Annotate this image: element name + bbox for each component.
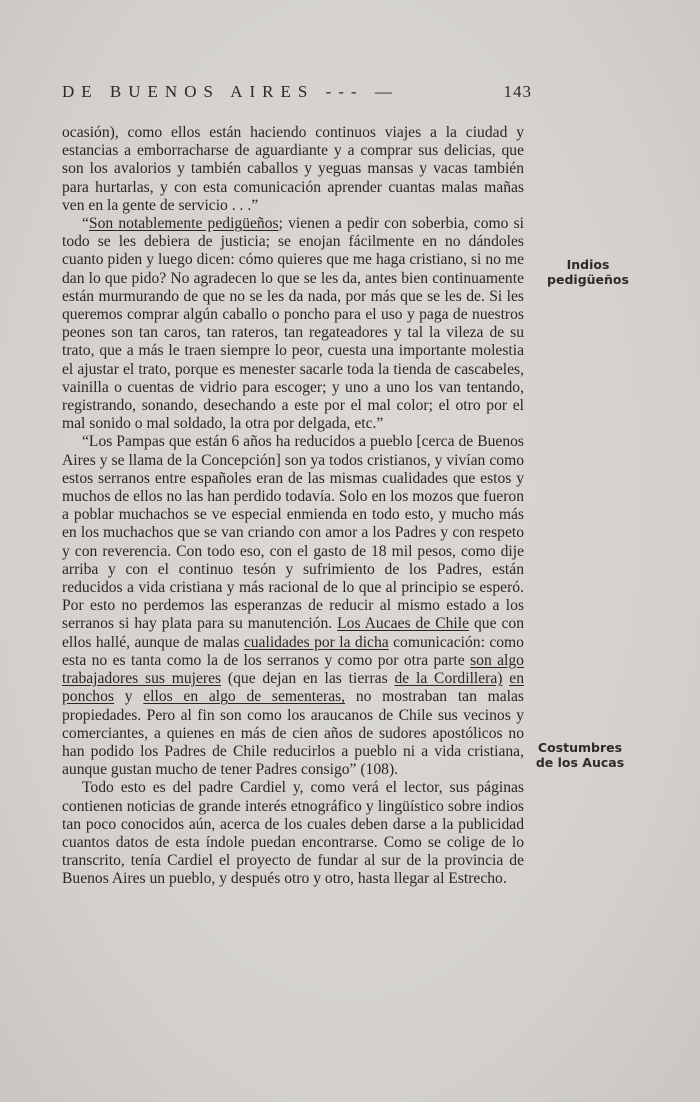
p3-g: no mostraban tan malas propiedades. Pero al fin son como los araucanos de Chile sus vecinos y comerciantes, a quienes en más de cien años de sudores apostólicos no han podido los Padres de Chile reducirlos a pueblo ni a vida cristiana, aunque gustan mucho de tener Padres consigo” (108). <box>62 688 524 779</box>
margin-note-line: Costumbres <box>537 740 623 755</box>
p3-d: (que dejan en las tierras <box>221 670 395 688</box>
underlined-phrase: ellos en algo de sementeras, <box>143 688 346 706</box>
underlined-phrase: de la Cordillera) <box>394 670 503 688</box>
underlined-phrase: son algo trabajadores sus mujeres <box>62 651 524 688</box>
paragraph-2 <box>62 215 524 433</box>
p3-c: comunicación: como esta no es tanta como la de los serranos y como por otra parte <box>62 633 524 669</box>
underlined-phrase: Los Aucaes de Chile <box>337 615 470 633</box>
underlined-phrase: cualidades por la dicha <box>243 633 389 651</box>
paragraph-3 <box>62 433 524 779</box>
paragraph-4: Todo esto es del padre Cardiel y, como verá el lector, sus páginas contienen noticias de grande interés etnográfico y lingüístico sobre indios tan poco conocidos aún, acerca de los cuales deben darse a la publicidad cuantos datos de esta índole puedan encontrarse. Como se colige de lo transcrito, tenía Cardiel el proyecto de fundar al sur de la provincia de Buenos Aires un pueblo, y después otro y otro, hasta llegar al Estrecho. <box>62 779 524 888</box>
p3-a: “Los Pampas que están 6 años ha reducidos a pueblo [cerca de Buenos Aires y se llama de la Concepción] son ya todos cristianos, y vivían como estos serranos entre españoles eran de las mismas cualidades que estos y muchos de ellos no las han perdido todavía. Solo en los mozos que fueron a poblar muchachos se ve especial enmienda en todo esto, y mucho más en los muchachos que se van criando con amor a los Padres y con respeto y con reverencia. Con todo eso, con el gasto de 18 mil pesos, como dije arriba y con el continuo tesón y sufrimiento de los Padres, están reducidos a vida cristiana y más racional de lo que al principio se esperó. Por esto no perdemos las esperanzas de reducir al mismo estado a los serranos si hay plata para su manutención. <box>62 433 524 633</box>
underlined-phrase: en ponchos <box>62 670 524 706</box>
underlined-phrase: Son notablemente pedigüeños <box>88 215 279 233</box>
margin-note-line: de los Aucas <box>535 755 625 770</box>
p3-b: que con ellos hallé, aunque de malas <box>62 615 524 651</box>
page-number: 143 <box>503 82 532 101</box>
paragraph-1: ocasión), como ellos están haciendo continuos viajes a la ciudad y estancias a emborracharse de aguardiante y a comprar sus delicias, que son los avalorios y también caballos y yeguas mansas y vacas también para hurtarlas, y con esta comunicación aprender cuantas malas mañas ven en la gente de servicio . . .” <box>62 124 524 214</box>
header-title: DE BUENOS AIRES --- — <box>62 82 399 101</box>
margin-note-indios <box>533 257 643 287</box>
margin-note-line: pedigüeños <box>547 272 629 287</box>
running-header <box>62 82 532 102</box>
margin-note-costumbres <box>525 740 635 770</box>
paragraph-2-open-quote: “ <box>82 215 89 233</box>
margin-note-line: Indios <box>566 257 610 272</box>
body-text <box>62 124 524 889</box>
p3-f: y <box>113 688 144 706</box>
paragraph-2-rest: ; vienen a pedir con soberbia, como si todo se les debiera de justicia; se enojan fácilmente en no dándoles cuanto piden y luego dicen: cómo quieres que me haga cristiano, si no me dan lo que pido? No agradecen lo que se les da, antes bien continuamente están murmurando de que no se les da nada, por más que se les de. Si les queremos comprar algún caballo o poncho para el uso y paga de nuestros peones son tan caros, tan rateros, tan regateadores y tal la vileza de su trato, que a más le traen siempre lo peor, cuesta una importante molestia el ajustar el trato, porque es menester sacarle toda la tienda de cascabeles, vainilla o cuentas de vidrio para escoger; y uno a uno los van tentando, registrando, sonando, desechando a este por el mal color; el otro por el mal sonido o mal soldado, la otra por delgada, etc.” <box>62 215 524 433</box>
